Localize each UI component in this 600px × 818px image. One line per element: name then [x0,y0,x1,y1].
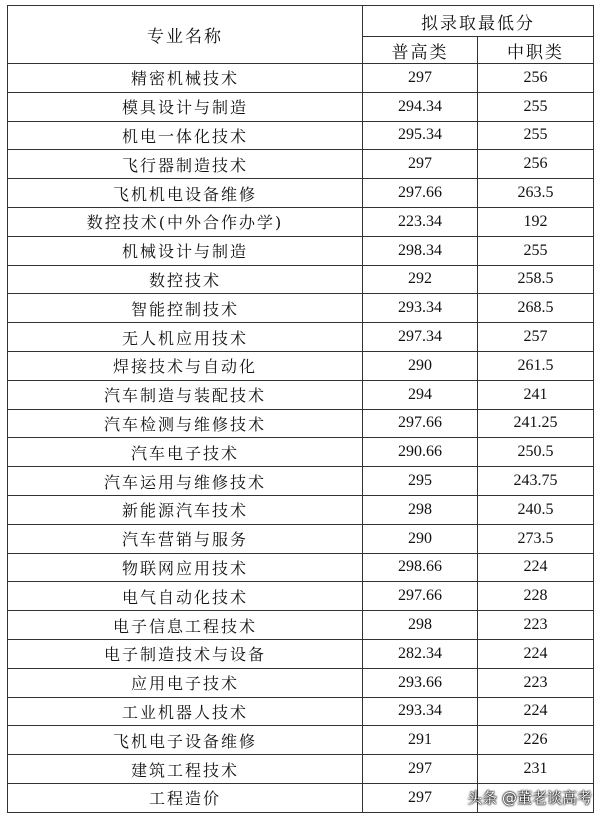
table-row [8,409,594,438]
vocational-score-cell: 226 [478,726,594,755]
vocational-score-cell: 263.5 [478,179,594,208]
table-row [8,380,594,409]
general-score-cell: 297.66 [363,179,478,208]
vocational-score-cell: 273.5 [478,524,594,553]
general-score-cell: 297 [363,150,478,179]
general-score-cell: 293.66 [363,668,478,697]
vocational-score-cell: 223 [478,668,594,697]
vocational-score-cell: 256 [478,64,594,93]
table-row [8,265,594,294]
vocational-score-cell: 268.5 [478,294,594,323]
vocational-score-cell: 224 [478,639,594,668]
vocational-score-cell: 223 [478,611,594,640]
general-score-cell: 290 [363,351,478,380]
vocational-score-cell: 241.25 [478,409,594,438]
table-row [8,726,594,755]
header-vocational: 中职类 [478,37,594,64]
table-row [8,351,594,380]
major-cell: 工业机器人技术 [8,697,363,726]
header-min-score: 拟录取最低分 [363,6,594,37]
vocational-score-cell: 255 [478,236,594,265]
table-row [8,323,594,352]
major-cell: 无人机应用技术 [8,323,363,352]
general-score-cell: 290.66 [363,438,478,467]
table-row [8,495,594,524]
general-score-cell: 297.34 [363,323,478,352]
table-row [8,467,594,496]
table-row [8,553,594,582]
vocational-score-cell: 241 [478,380,594,409]
vocational-score-cell: 261.5 [478,351,594,380]
table-row [8,121,594,150]
major-cell: 模具设计与制造 [8,92,363,121]
major-cell: 飞机机电设备维修 [8,179,363,208]
general-score-cell: 298 [363,611,478,640]
table-row [8,438,594,467]
major-cell: 数控技术(中外合作办学) [8,207,363,236]
general-score-cell: 291 [363,726,478,755]
vocational-score-cell: 256 [478,150,594,179]
table-body [8,64,594,813]
score-table [7,5,594,813]
general-score-cell: 297.66 [363,582,478,611]
vocational-score-cell: 224 [478,553,594,582]
vocational-score-cell: 255 [478,92,594,121]
header-major-name: 专业名称 [8,6,363,64]
general-score-cell: 295 [363,467,478,496]
vocational-score-cell: 240.5 [478,495,594,524]
table-row [8,611,594,640]
general-score-cell: 290 [363,524,478,553]
vocational-score-cell: 255 [478,121,594,150]
table-row [8,582,594,611]
major-cell: 电子信息工程技术 [8,611,363,640]
major-cell: 物联网应用技术 [8,553,363,582]
table-row [8,755,594,784]
vocational-score-cell: 250.5 [478,438,594,467]
major-cell: 飞行器制造技术 [8,150,363,179]
vocational-score-cell: 224 [478,697,594,726]
major-cell: 新能源汽车技术 [8,495,363,524]
major-cell: 汽车营销与服务 [8,524,363,553]
major-cell: 数控技术 [8,265,363,294]
table-row [8,294,594,323]
vocational-score-cell: 257 [478,323,594,352]
table-row [8,668,594,697]
general-score-cell: 297 [363,64,478,93]
major-cell: 机电一体化技术 [8,121,363,150]
general-score-cell: 294 [363,380,478,409]
table-row [8,639,594,668]
table-row [8,92,594,121]
table-row [8,207,594,236]
table-row [8,524,594,553]
major-cell: 汽车检测与维修技术 [8,409,363,438]
general-score-cell: 294.34 [363,92,478,121]
general-score-cell: 295.34 [363,121,478,150]
table-row [8,64,594,93]
general-score-cell: 223.34 [363,207,478,236]
major-cell: 汽车运用与维修技术 [8,467,363,496]
general-score-cell: 293.34 [363,697,478,726]
major-cell: 飞机电子设备维修 [8,726,363,755]
major-cell: 建筑工程技术 [8,755,363,784]
table-row [8,697,594,726]
major-cell: 电子制造技术与设备 [8,639,363,668]
watermark: 头条 @董老谈高考 [467,789,592,807]
vocational-score-cell: 258.5 [478,265,594,294]
header-general: 普高类 [363,37,478,64]
major-cell: 智能控制技术 [8,294,363,323]
major-cell: 工程造价 [8,783,363,812]
vocational-score-cell: 228 [478,582,594,611]
general-score-cell: 298.34 [363,236,478,265]
general-score-cell: 297.66 [363,409,478,438]
vocational-score-cell: 243.75 [478,467,594,496]
general-score-cell: 292 [363,265,478,294]
vocational-score-cell: 192 [478,207,594,236]
table-row [8,179,594,208]
vocational-score-cell: 231 [478,755,594,784]
major-cell: 汽车电子技术 [8,438,363,467]
major-cell: 电气自动化技术 [8,582,363,611]
table-row [8,236,594,265]
general-score-cell: 282.34 [363,639,478,668]
major-cell: 机械设计与制造 [8,236,363,265]
general-score-cell: 293.34 [363,294,478,323]
major-cell: 焊接技术与自动化 [8,351,363,380]
general-score-cell: 297 [363,755,478,784]
general-score-cell: 298.66 [363,553,478,582]
major-cell: 精密机械技术 [8,64,363,93]
general-score-cell: 298 [363,495,478,524]
general-score-cell: 297 [363,783,478,812]
major-cell: 汽车制造与装配技术 [8,380,363,409]
table-row [8,150,594,179]
major-cell: 应用电子技术 [8,668,363,697]
